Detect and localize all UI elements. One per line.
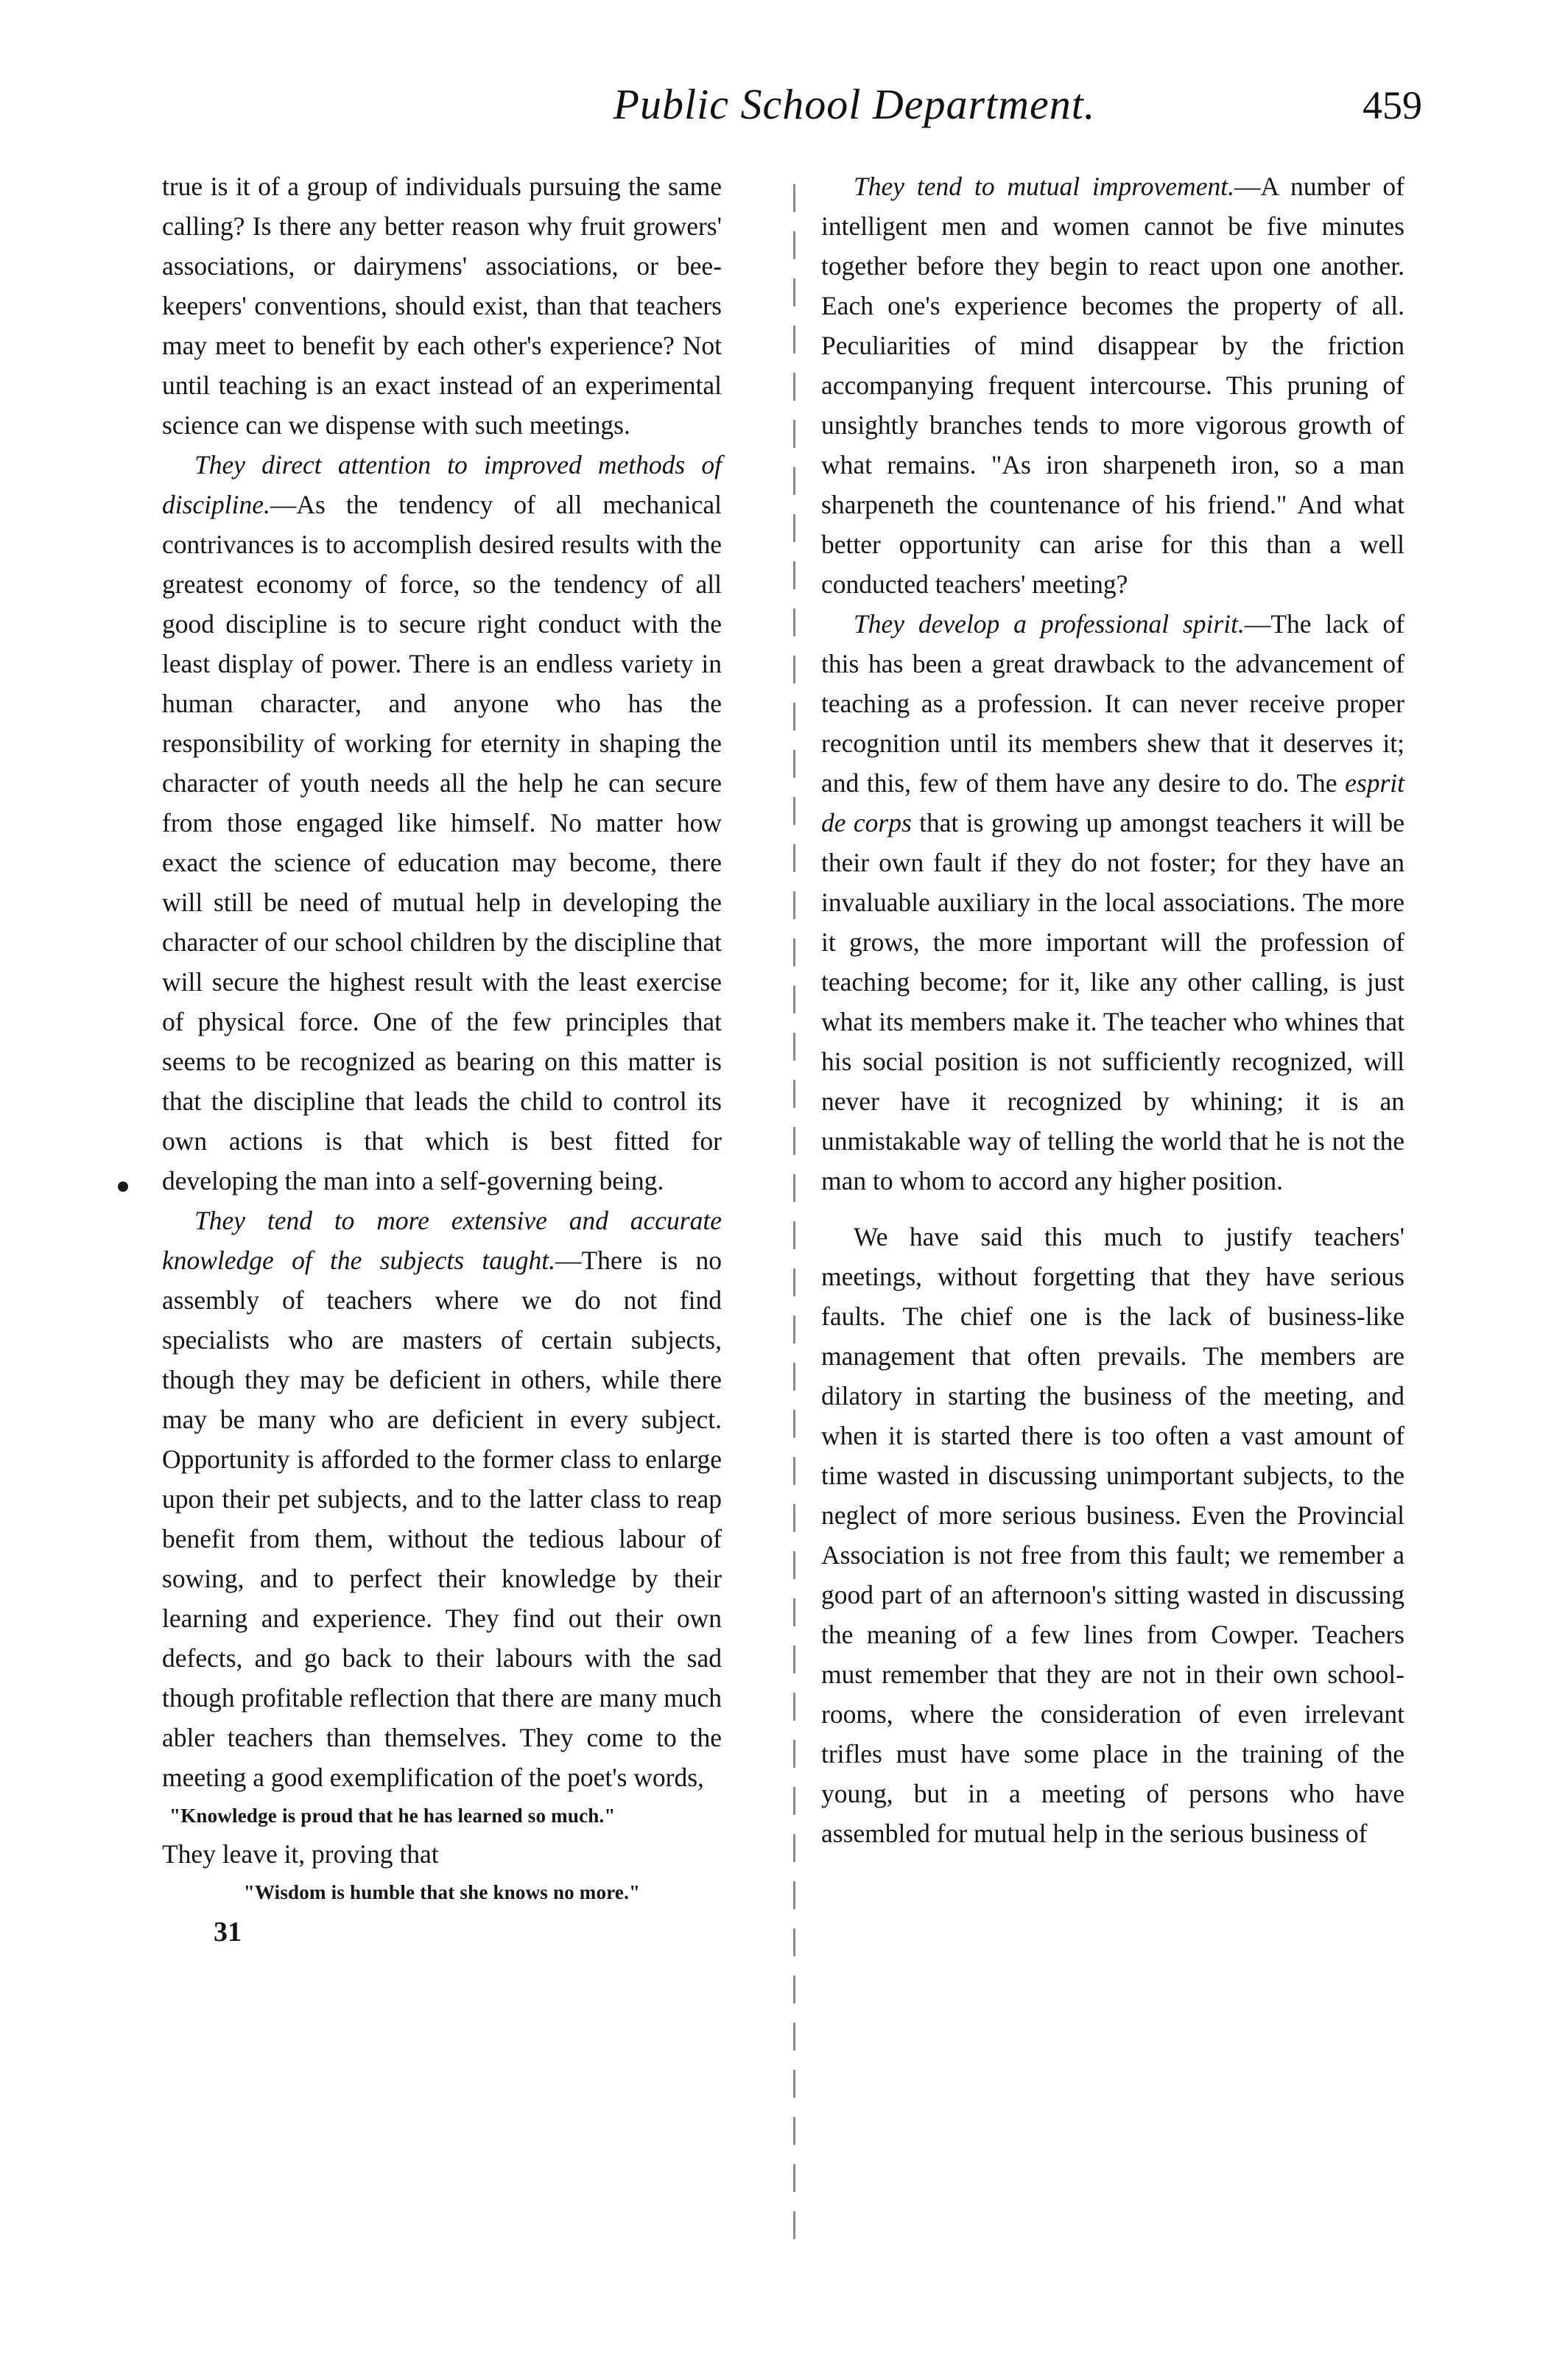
left-paragraph-2 [162,445,722,1201]
left-paragraph-3 [162,1201,722,1797]
running-title: Public School Department. [613,80,1096,128]
knowledge-body: —There is no assembly of teachers where we do not find specialists who are masters of certain subjects, though they may be deficient in others, while there may be many who are deficient in every subject. Opportunity is afforded to the former class to enlarge upon their pet subjects, and to the latter class to reap benefit from them, without the tedious labour of sowing, and to perfect their knowledge by their learning and experience. They find out their own defects, and go back to their labours with the sad though profitable reflection that there are many much abler teachers than themselves. They come to the meeting a good exemplification of the poet's words, [162,1246,722,1792]
quote-knowledge: "Knowledge is proud that he has learned so much." [169,1805,616,1827]
discipline-heading: They direct attention to improved methods of discipline. [162,450,722,519]
signature-mark: 31 [214,1917,242,1948]
quote-wisdom: "Wisdom is humble that she knows no more." [243,1881,641,1903]
professional-spirit-heading: They develop a professional spirit. [854,609,1245,639]
discipline-body: —As the tendency of all mechanical contrivances is to accomplish desired results with the greatest economy of force, so the tendency of all good discipline is to secure right conduct with the least display of power. There is an endless variety in human character, and anyone who has the responsibility of working for eternity in shaping the character of youth needs all the help he can secure from those engaged like himself. No matter how exact the science of education may become, there will still be need of mutual help in developing the character of our school children by the discipline that will secure the highest result with the least exercise of physical force. One of the few principles that seems to be recognized as bearing on this matter is that the discipline that leads the child to control its own actions is that which is best fitted for developing the man into a self-governing being. [162,490,722,1195]
professional-spirit-body-a: —The lack of this has been a great drawback to the advancement of teaching as a profession. It can never receive proper recognition until its members shew that it deserves it; and this, few of them have any desire to do. The [821,609,1404,798]
right-paragraph-1 [821,166,1404,604]
mutual-improvement-heading: They tend to mutual improvement. [854,172,1234,201]
right-paragraph-2 [821,604,1404,1201]
professional-spirit-body-b: that is growing up amongst teachers it will be their own fault if they do not foster; for they have an invaluable auxiliary in the local associations. The more it grows, the more important will the profession of teaching become; for it, like any other calling, is just what its members make it. The teacher who whines that his social position is not sufficiently recognized, will never have it recognized by whining; it is an unmistakable way of telling the world that he is not the man to whom to accord any higher position. [821,808,1404,1195]
esprit-de-corps: esprit de corps [821,768,1404,837]
knowledge-heading: They tend to more extensive and accurate knowledge of the subjects taught. [162,1206,722,1275]
page-number: 459 [1363,83,1422,127]
right-paragraph-3: We have said this much to justify teachers' meetings, without forgetting that they have serious faults. The chief one is the lack of business-like management that often prevails. The members are dilatory in starting the business of the meeting, and when it is started there is too often a vast amount of time wasted in discussing unimportant subjects, to the neglect of more serious business. Even the Provincial Association is not free from this fault; we remember a good part of an afternoon's sitting wasted in discussing the meaning of a few lines from Cowper. Teachers must remember that they are not in their own school-rooms, where the consideration of even irrelevant trifles must have some place in the training of the young, but in a meeting of persons who have assembled for mutual help in the serious business of [821,1222,1404,1848]
mutual-improvement-body: —A number of intelligent men and women cannot be five minutes together before they begin to react upon one another. Each one's experience becomes the property of all. Peculiarities of mind disappear by the friction accompanying frequent intercourse. This pruning of unsightly branches tends to more vigorous growth of what remains. "As iron sharpeneth iron, so a man sharpeneth the countenance of his friend." And what better opportunity can arise for this than a well conducted teachers' meeting? [821,172,1404,599]
right-column [821,166,1404,1853]
column-gutter-rule [793,184,795,2239]
left-paragraph-1: true is it of a group of individuals pursuing the same calling? Is there any better reason why fruit growers' associations, or dairymens' associations, or bee-keepers' conventions, should exist, than that teachers may meet to benefit by each other's experience? Not until teaching is an exact instead of an experimental science can we dispense with such meetings. [162,172,722,440]
left-column [162,166,722,1952]
bridge-line: They leave it, proving that [162,1839,439,1869]
ink-spot [118,1181,128,1192]
